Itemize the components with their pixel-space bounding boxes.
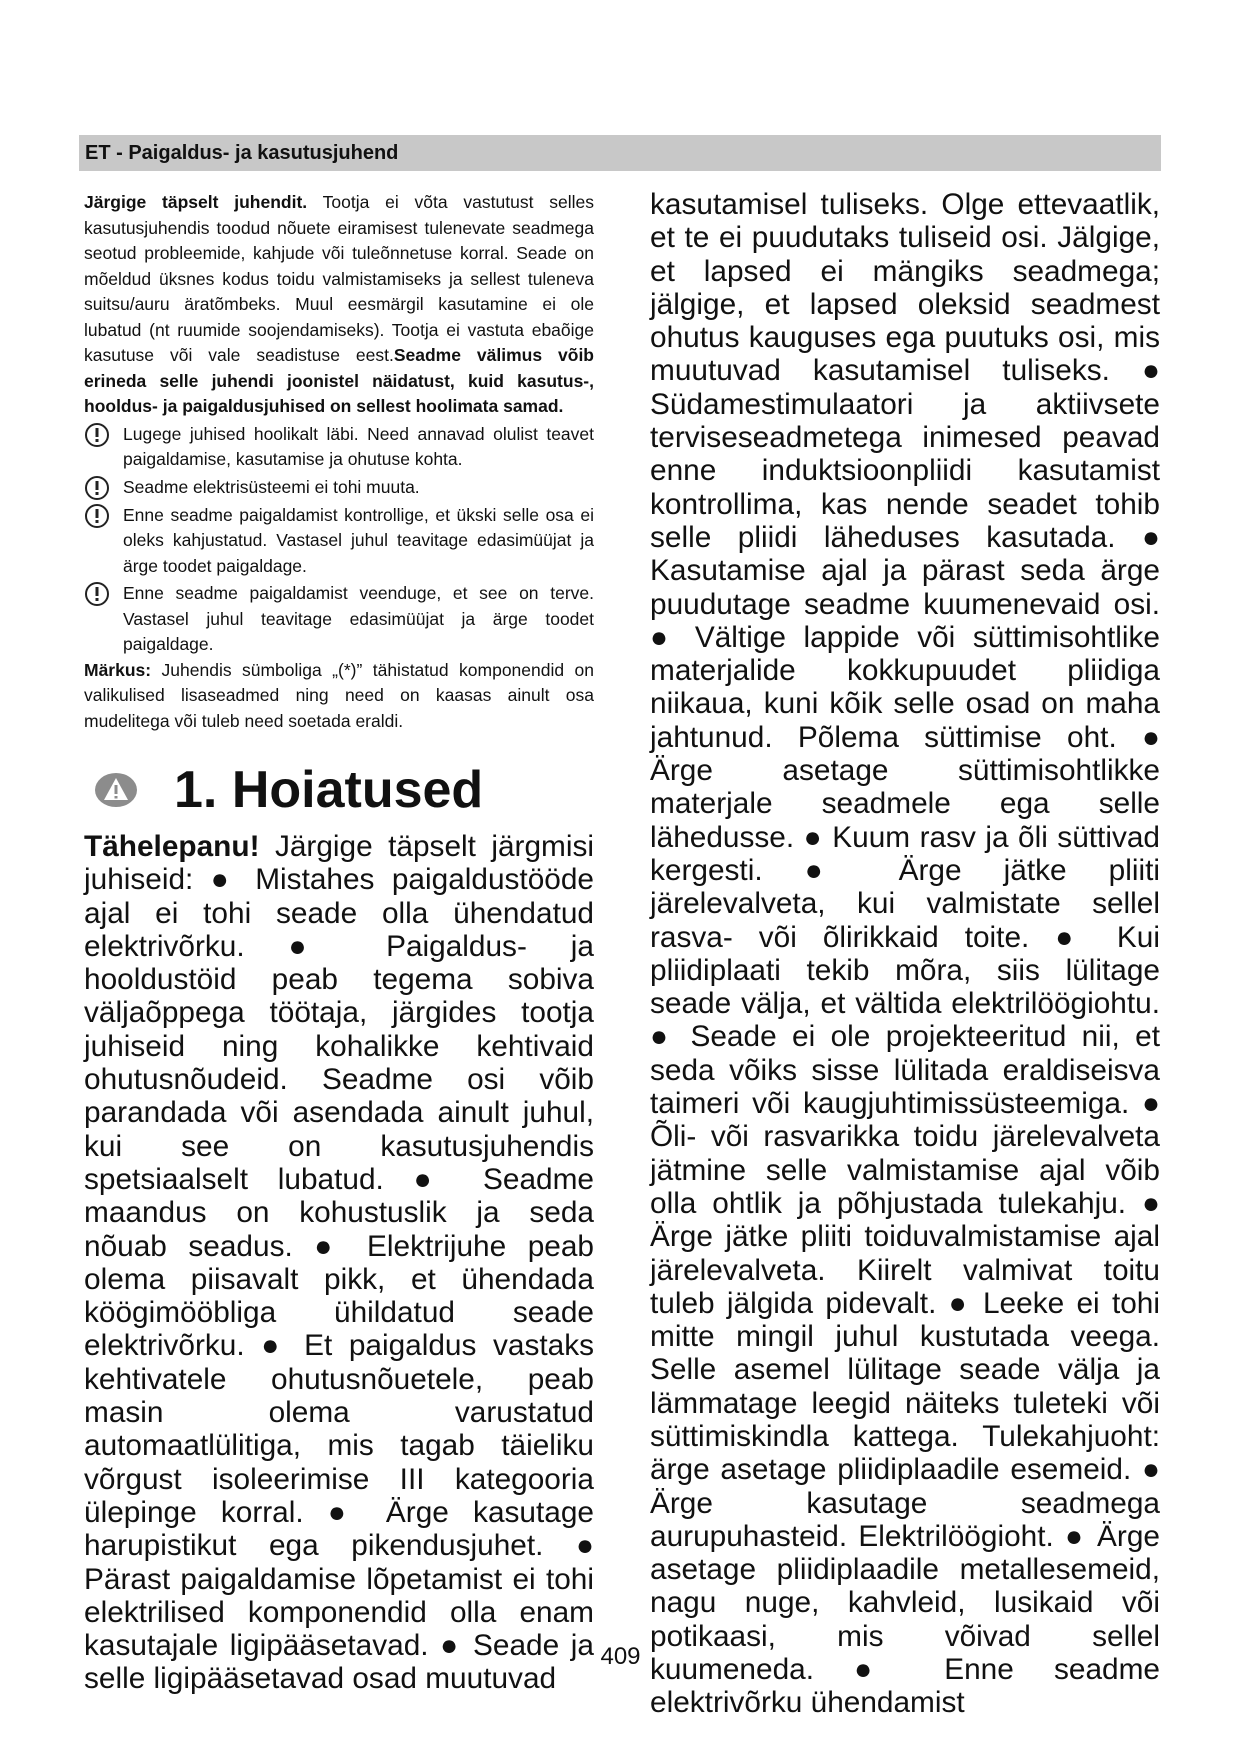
exclamation-circle-icon bbox=[84, 475, 110, 501]
note-text: Juhendis sümboliga „(*)” tähistatud komponendid on valikulised lisaseadmed ning need on kaasas ainult osa mudelitega või tuleb need soetada eraldi. bbox=[84, 659, 594, 731]
intro-text: Tootja ei võta vastutust selles kasutusjuhendis toodud nõuete eiramisest tulenevate seadmega seotud probleemide, kahjude või tuleõnnetuse korral. Seade on mõeldud üksnes kodus toidu valmistamiseks ja sellest tuleneva suitsu/auru äratõmbeks. Muul eesmärgil kasutamine ei ole lubatud (nt ruumide soojendamiseks). Tootja ei vastuta ebaõige kasutuse või vale seadistuse eest. bbox=[84, 192, 594, 365]
right-column bbox=[650, 188, 1160, 1720]
section-heading bbox=[84, 760, 594, 820]
warning-item bbox=[84, 503, 594, 580]
exclamation-circle-icon bbox=[84, 503, 110, 529]
exclamation-circle-icon bbox=[84, 422, 110, 448]
left-body-text: Järgige täpselt järgmisi juhiseid: ● Mistahes paigaldustööde ajal ei tohi seade olla ühendatud elektrivõrku. ● Paigaldus- ja hooldustöid peab tegema sobiva väljaõppega töötaja, järgides tootja juhiseid ning kohalikke kehtivaid ohutusnõudeid. Seadme osi võib parandada või asendada ainult juhul, kui see on kasutusjuhendis spetsiaalselt lubatud. ● Seadme maandus on kohustuslik ja seda nõuab seadus. ● Elektrijuhe peab olema piisavalt pikk, et ühendada köögimööbliga ühildatud seade elektrivõrku. ● Et paigaldus vastaks kehtivatele ohutusnõuetele, peab masin olema varustatud automaatlülitiga, mis tagab täieliku võrgust isoleerimise III kategooria ülepinge korral. ● Ärge kasutage harupistikut ega pikendusjuhet. ● Pärast paigaldamise lõpetamist ei tohi elektrilised komponendid olla enam kasutajale ligipääsetavad. ● Seade ja selle ligipääsetavad osad muutuvad bbox=[84, 830, 594, 1696]
intro-lead: Järgige täpselt juhendit. bbox=[84, 192, 308, 212]
exclamation-circle-icon bbox=[84, 581, 110, 607]
warning-item bbox=[84, 475, 594, 501]
right-body-paragraph: kasutamisel tuliseks. Olge ettevaatlik, et te ei puudutaks tuliseid osi. Jälgige, et lapsed ei mängiks seadmega; jälgige, et lapsed oleksid seadmest ohutus kauguses ega puutuks osi, mis muutuvad kasutamisel tuliseks. ● Südamestimulaatori ja aktiivsete terviseseadmetega inimesed peavad enne induktsioonpliidi kasutamist kontrollima, kas nende seadet tohib selle pliidi läheduses kasutada. ● Kasutamise ajal ja pärast seda ärge puudutage seadme kuumenevaid osi. ● Vältige lappide või süttimisohtlike materjalide kokkupuudet pliidiga niikaua, kuni kõik selle osad on maha jahtunud. Põlema süttimise oht. ● Ärge asetage süttimisohtlikke materjale seadmele ega selle lähedusse. ● Kuum rasv ja õli süttivad kergesti. ● Ärge jätke pliiti järelevalveta, kui valmistate sellel rasva- või õlirikkaid toite. ● Kui pliidiplaati tekib mõra, siis lülitage seade välja, et vältida elektrilöögiohtu. ● Seade ei ole projekteeritud nii, et seda võiks sisse lülitada eraldiseisva taimeri või kaugjuhtimissüsteemiga. ● Õli- või rasvarikka toidu järelevalveta jätmine selle valmistamise ajal võib olla ohtlik ja põhjustada tulekahju. ● Ärge jätke pliiti toiduvalmistamise ajal järelevalveta. Kiirelt valmivat toitu tuleb jälgida pidevalt. ● Leeke ei tohi mitte mingil juhul kustutada veega. Selle asemel lülitage seade välja ja lämmatage leegid näiteks tuleteki või süttimiskindla kattega. Tulekahjuoht: ärge asetage pliidiplaadile esemeid. ● Ärge kasutage seadmega aurupuhasteid. Elektrilöögioht. ● Ärge asetage pliidiplaadile metallesemeid, nagu nuge, kahvleid, lusikaid või potikaasi, mis võivad sellel kuumeneda. ● Enne seadme elektrivõrku ühendamist bbox=[650, 188, 1160, 1720]
note-label: Märkus: bbox=[84, 659, 152, 680]
intro-paragraph bbox=[84, 190, 594, 420]
left-column bbox=[84, 190, 594, 1696]
warning-item bbox=[84, 581, 594, 658]
warning-item bbox=[84, 422, 594, 473]
left-body-lead: Tähelepanu! bbox=[84, 830, 260, 863]
note-paragraph bbox=[84, 658, 594, 735]
warning-triangle-icon bbox=[94, 771, 138, 809]
left-body-paragraph bbox=[84, 830, 594, 1696]
warning-text: Enne seadme paigaldamist veenduge, et see on terve. Vastasel juhul teavitage edasimüüjat ja ärge toodet paigaldage. bbox=[123, 583, 594, 654]
warning-text: Lugege juhised hoolikalt läbi. Need annavad olulist teavet paigaldamise, kasutamise ja ohutuse kohta. bbox=[123, 423, 594, 469]
warning-text: Seadme elektrisüsteemi ei tohi muuta. bbox=[123, 476, 420, 497]
page-number: 409 bbox=[600, 1643, 641, 1670]
warning-text: Enne seadme paigaldamist kontrollige, et ükski selle osa ei oleks kahjustatud. Vastasel juhul teavitage edasimüüjat ja ärge toodet paigaldage. bbox=[123, 504, 594, 576]
intro-bold-tail: Seadme välimus võib erineda selle juhendi joonistel näidatust, kuid kasutus-, hooldus- ja paigaldusjuhised on sellest hoolimata samad. bbox=[84, 345, 594, 416]
section-title: 1. Hoiatused bbox=[174, 761, 484, 819]
section-header-bar: ET - Paigaldus- ja kasutusjuhend bbox=[79, 135, 1161, 171]
